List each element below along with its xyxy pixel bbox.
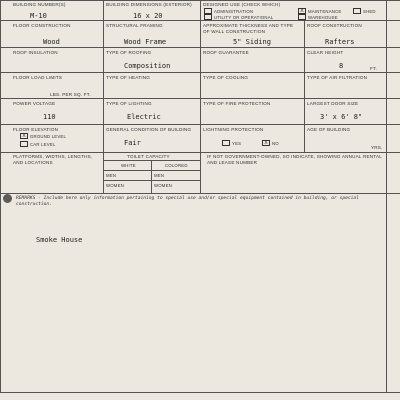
type-of-roofing-label: TYPE OF ROOFING bbox=[106, 50, 152, 55]
rule-bottom bbox=[0, 392, 400, 393]
roof-guarantee-label: ROOF GUARANTEE bbox=[203, 50, 249, 55]
col-line-3 bbox=[304, 20, 305, 152]
age-of-building-label: AGE OF BUILDING bbox=[307, 127, 351, 132]
toilet-men-colored: MEN bbox=[154, 173, 165, 178]
toilet-women-white: WOMEN bbox=[106, 183, 124, 188]
largest-door-value: 3' x 6' 8" bbox=[320, 113, 363, 121]
building-numbers-label: BUILDING NUMBER(S) bbox=[13, 2, 66, 7]
clear-height-unit: FT. bbox=[370, 66, 377, 71]
type-of-cooling-label: TYPE OF COOLING bbox=[203, 75, 249, 80]
power-voltage-value: 110 bbox=[43, 113, 56, 121]
type-of-lighting-value: Electric bbox=[127, 113, 161, 121]
structural-framing-value: Wood Frame bbox=[124, 38, 167, 46]
elev-car-label: CAR LEVEL bbox=[30, 141, 56, 147]
building-numbers-value: M-10 bbox=[30, 12, 47, 20]
remarks-label: REMARKS - Include here only information pertaining to special use and/or special equipment contained in building, or special construction. bbox=[16, 196, 359, 207]
toilet-women-colored: WOMEN bbox=[154, 183, 172, 188]
building-dimensions-value: 16 x 20 bbox=[133, 12, 163, 20]
lightning-no-checkbox[interactable]: X bbox=[262, 140, 270, 146]
use-warehouse-label: WAREHOUSE bbox=[308, 14, 338, 20]
wall-construction-label: APPROXIMATE THICKNESS AND TYPE OF WALL CONSTRUCTION bbox=[203, 23, 294, 34]
age-unit: YRS. bbox=[371, 145, 383, 150]
punch-hole-icon bbox=[3, 194, 12, 203]
toilet-men-white: MEN bbox=[106, 173, 117, 178]
use-administration-label: ADMINISTRATION bbox=[214, 8, 254, 14]
structural-framing-label: STRUCTURAL FRAMING bbox=[106, 23, 163, 28]
left-border bbox=[0, 0, 1, 392]
use-maintenance-checkbox[interactable]: X bbox=[298, 8, 306, 14]
rule-row-7 bbox=[0, 193, 400, 194]
col-line-1 bbox=[103, 0, 104, 152]
elev-ground-checkbox[interactable]: X bbox=[20, 133, 28, 139]
roof-insulation-label: ROOF INSULATION bbox=[13, 50, 58, 55]
use-utility-label: UTILITY OR OPERATIONAL bbox=[214, 14, 274, 20]
use-shed-label: SHED bbox=[363, 8, 376, 14]
lightning-protection-label: LIGHTNING PROTECTION bbox=[203, 127, 264, 132]
roof-construction-value: Rafters bbox=[325, 38, 355, 46]
toilet-white-label: WHITE bbox=[121, 163, 136, 168]
use-utility-checkbox[interactable] bbox=[204, 14, 212, 20]
platforms-label: PLATFORMS, WIDTHS, LENGTHS, AND LOCATIONS bbox=[13, 154, 93, 165]
lightning-yes-label: YES bbox=[232, 140, 242, 146]
toilet-capacity-label: TOILET CAPACITY bbox=[127, 154, 170, 159]
general-condition-value: Fair bbox=[124, 139, 141, 147]
toilet-left-line bbox=[103, 152, 104, 193]
use-maintenance-label: MAINTENANCE bbox=[308, 8, 342, 14]
power-voltage-label: POWER VOLTAGE bbox=[13, 101, 56, 106]
clear-height-label: CLEAR HEIGHT bbox=[307, 50, 344, 55]
floor-load-unit: LBS. PER SQ. FT. bbox=[50, 92, 91, 97]
general-condition-label: GENERAL CONDITION OF BUILDING bbox=[106, 127, 192, 132]
floor-construction-value: Wood bbox=[43, 38, 60, 46]
clear-height-value: 8 bbox=[339, 62, 344, 70]
toilet-colored-label: COLORED bbox=[165, 163, 188, 168]
col-line-2 bbox=[200, 0, 201, 193]
type-of-roofing-value: Composition bbox=[124, 62, 171, 70]
type-of-air-filtration-label: TYPE OF AIR FILTRATION bbox=[307, 75, 368, 80]
largest-door-label: LARGEST DOOR SIZE bbox=[307, 101, 359, 106]
elev-car-checkbox[interactable] bbox=[20, 141, 28, 147]
floor-elevation-label: FLOOR ELEVATION bbox=[13, 127, 59, 132]
remarks-entry: Smoke House bbox=[36, 236, 83, 244]
roof-construction-label: ROOF CONSTRUCTION bbox=[307, 23, 362, 28]
building-dimensions-label: BUILDING DIMENSIONS (EXTERIOR) bbox=[106, 2, 192, 7]
lightning-no-label: NO bbox=[272, 140, 279, 146]
fire-protection-label: TYPE OF FIRE PROTECTION bbox=[203, 101, 271, 106]
type-of-heating-label: TYPE OF HEATING bbox=[106, 75, 151, 80]
lightning-yes-checkbox[interactable] bbox=[222, 140, 230, 146]
government-owned-label: IF NOT GOVERNMENT-OWNED, SO INDICATE, SHOWING ANNUAL RENTAL AND LEASE NUMBER bbox=[207, 154, 382, 165]
wall-construction-value: 5" Siding bbox=[233, 38, 271, 46]
toilet-col-line bbox=[151, 160, 152, 193]
type-of-lighting-label: TYPE OF LIGHTING bbox=[106, 101, 152, 106]
use-warehouse-checkbox[interactable] bbox=[298, 14, 306, 20]
floor-load-label: FLOOR LOAD LIMITS bbox=[13, 75, 63, 80]
use-shed-checkbox[interactable] bbox=[353, 8, 361, 14]
designed-use-label: DESIGNED USE (CHECK WHICH) bbox=[203, 2, 281, 7]
elev-ground-label: GROUND LEVEL bbox=[30, 133, 67, 139]
floor-construction-label: FLOOR CONSTRUCTION bbox=[13, 23, 71, 28]
